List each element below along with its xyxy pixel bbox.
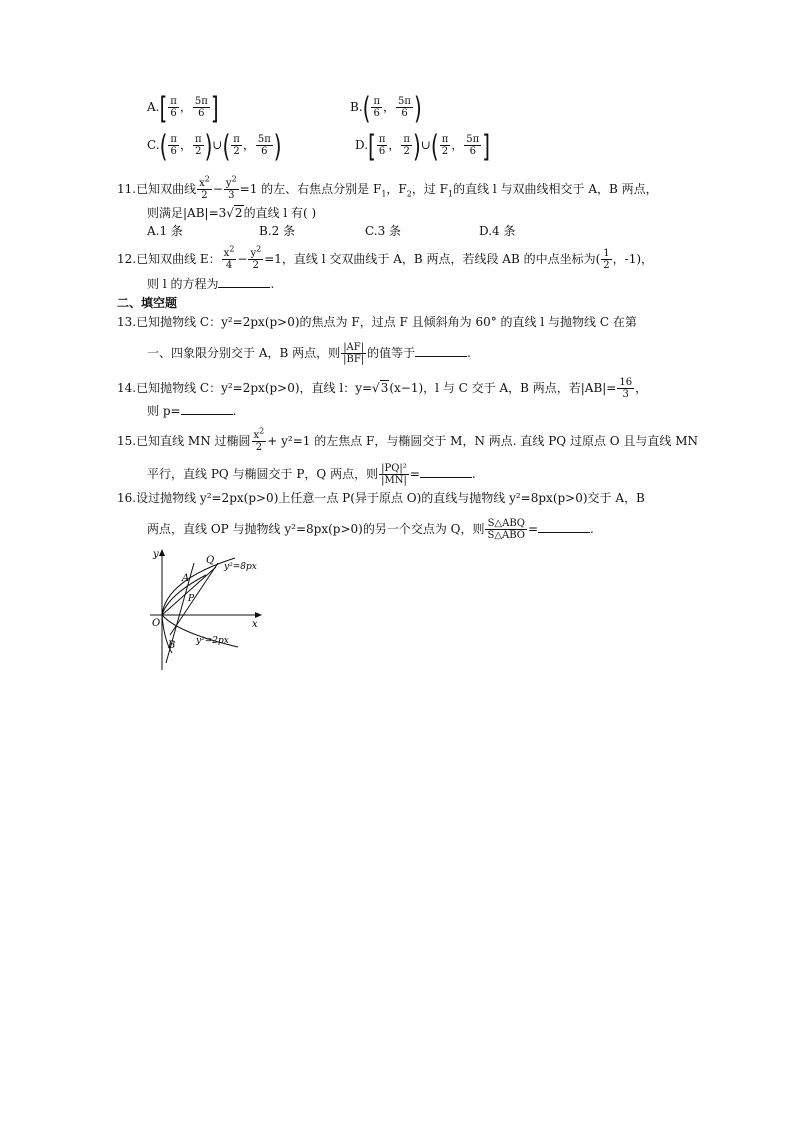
- q11-line2: 则满足|AB|=3√2的直线 l 有( ): [147, 206, 317, 220]
- q10-option-c: C.( $\frac{\pi}{6}$ ， $\frac{\pi}{2}$ )∪( $\frac{\pi}{2}$ ， $\frac{5\pi}{6}$ ): [147, 127, 282, 164]
- origin-label: O: [152, 618, 161, 629]
- point-a-label: A: [182, 573, 190, 584]
- q12-answer-blank[interactable]: [218, 277, 270, 288]
- curve-outer-label: y²=8px: [224, 562, 257, 572]
- q16-answer-blank[interactable]: [538, 522, 590, 533]
- curve-inner-label: y²=2px: [196, 636, 229, 646]
- q13-line1: 13.已知抛物线 C：y²=2px(p>0)的焦点为 F，过点 F 且倾斜角为 60° 的直线 l 与抛物线 C 在第: [117, 315, 637, 329]
- point-p-label: P: [188, 594, 195, 604]
- q15-line1: 15.已知直线 MN 过椭圆 $\frac{x^2}{2}$ + y²=1 的左焦点 F，与椭圆交于 M，N 两点. 直线 PQ 过原点 O 且与直线 MN: [117, 426, 699, 453]
- q10-option-a: A.[ $\frac{\pi}{6}$ ， $\frac{5\pi}{6}$ ]: [147, 89, 219, 126]
- q11-option-d: D.4 条: [479, 224, 516, 238]
- q16-line1: 16.设过抛物线 y²=2px(p>0)上任意一点 P(异于原点 O)的直线与抛物线 y²=8px(p>0)交于 A，B: [117, 491, 645, 505]
- q15-answer-blank[interactable]: [420, 467, 472, 478]
- q14-answer-blank[interactable]: [181, 404, 233, 415]
- q12-line2: 则 l 的方程为 .: [147, 277, 275, 291]
- q13-answer-blank[interactable]: [415, 346, 467, 357]
- point-q-label: Q: [206, 555, 215, 566]
- section-fill-in-heading: 二、填空题: [117, 296, 178, 310]
- y-axis-arrow: [159, 549, 165, 556]
- q11-option-c: C.3 条: [365, 224, 402, 238]
- q13-line2: 一、四象限分别交于 A，B 两点，则 $\frac{|AF|}{|BF|}$ 的值等于 .: [147, 342, 471, 365]
- q10-option-d: D.[ $\frac{\pi}{6}$ ， $\frac{\pi}{2}$ )∪( $\frac{\pi}{2}$ ， $\frac{5\pi}{6}$ ]: [355, 127, 491, 164]
- q14-line2: 则 p= .: [147, 404, 237, 418]
- parabola-figure: [140, 545, 280, 675]
- x-axis-label: x: [252, 619, 258, 630]
- q15-line2: 平行，直线 PQ 与椭圆交于 P，Q 两点，则 $\frac{\text{|PQ|²}}{|MN|}$ = .: [147, 463, 476, 486]
- q14-line1: 14.已知抛物线 C：y²=2px(p>0)，直线 l：y=√3(x−1)，l 与 C 交于 A，B 两点，若|AB|= $\frac{16}{3}$ ，: [117, 377, 648, 400]
- y-axis-label: y: [153, 549, 159, 560]
- q10-option-b: B.( $\frac{\pi}{6}$ ， $\frac{5\pi}{6}$ ): [350, 89, 422, 126]
- q11-option-b: B.2 条: [259, 224, 296, 238]
- point-b-label: B: [168, 640, 176, 651]
- x-axis-arrow: [255, 612, 262, 618]
- q11-option-a: A.1 条: [147, 224, 183, 238]
- q12-line1: 12.已知双曲线 E： $\frac{x^2}{4}$ − $\frac{y^2}{2}$ =1，直线 l 交双曲线于 A，B 两点，若线段 AB 的中点坐标为( $\frac{1}{2}$ ，-1)，: [117, 244, 654, 271]
- q11-line1: 11.已知双曲线 $\frac{x^2}{2}$ − $\frac{y^2}{3}$ =1 的左、右焦点分别是 $F_1$，$F_2$，过 $F_1$的直线 l 与双曲线相交于 A，B 两点，: [117, 174, 658, 201]
- q16-line2: 两点，直线 OP 与抛物线 y²=8px(p>0)的另一个交点为 Q，则 $\frac{\text{S△ABQ}}{\text{S△ABO}}$ = .: [147, 518, 594, 541]
